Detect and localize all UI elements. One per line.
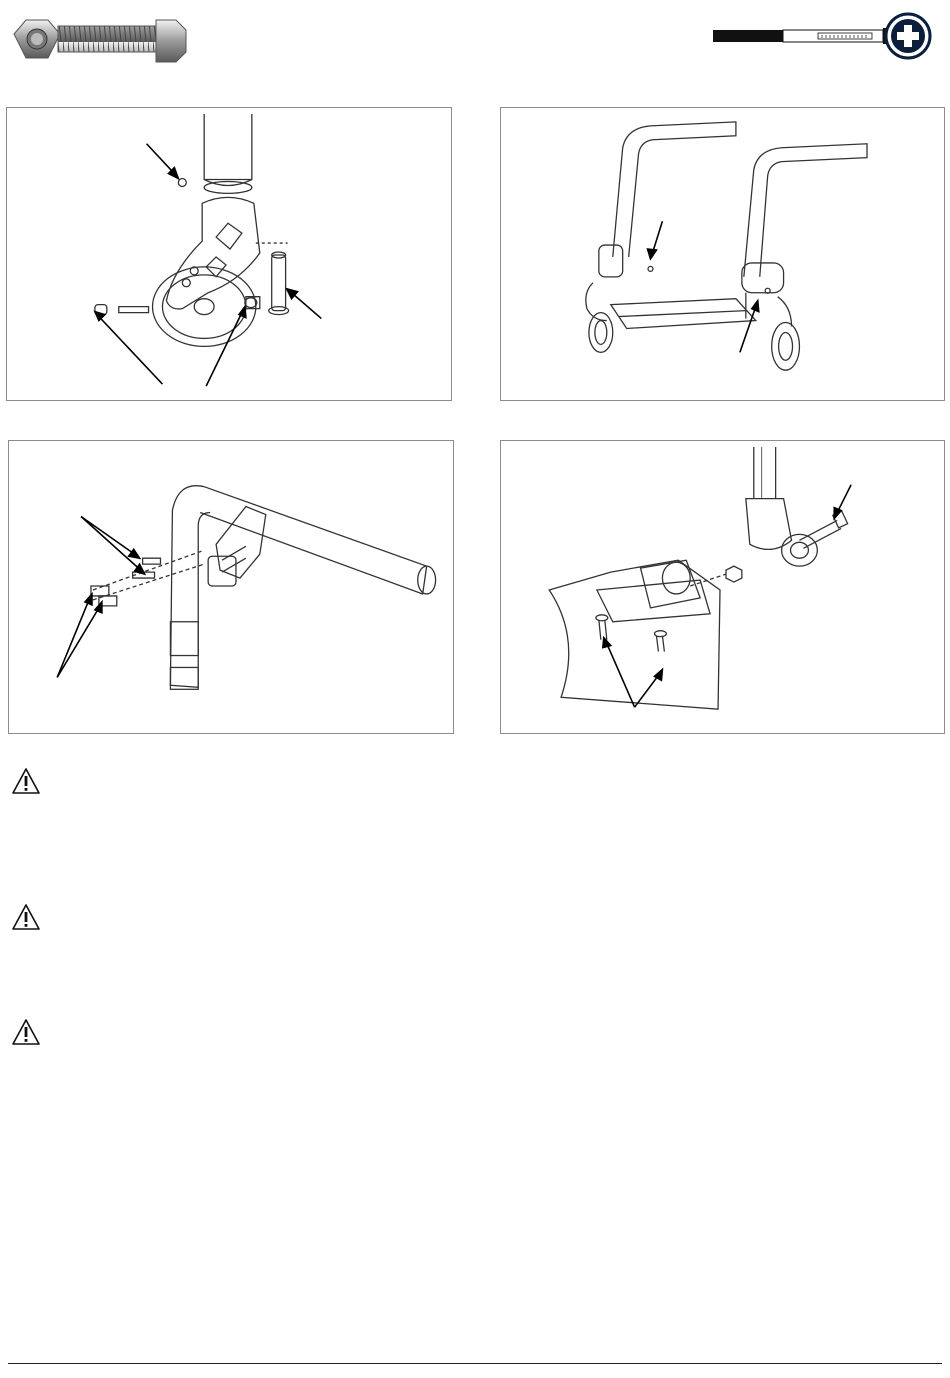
warning-triangle-icon	[12, 903, 40, 931]
figure-front-frame	[500, 107, 945, 401]
nut-and-bolt-icon	[8, 12, 190, 72]
header-tool-image	[710, 10, 930, 62]
figure-side-frame	[8, 440, 454, 734]
side-frame-tube-diagram	[9, 441, 453, 733]
warning-triangle-icon	[12, 767, 40, 795]
caster-fork-exploded-diagram	[7, 108, 451, 400]
cross-badge-icon	[884, 12, 932, 60]
figure-caster-fork	[6, 107, 452, 401]
front-frame-footrest-diagram	[501, 108, 944, 400]
header-bolt-image	[8, 12, 190, 72]
warning-triangle-icon	[12, 1018, 40, 1046]
figure-footplate-bracket	[500, 440, 945, 734]
footer-divider	[8, 1363, 942, 1364]
footplate-bracket-diagram	[501, 441, 944, 733]
